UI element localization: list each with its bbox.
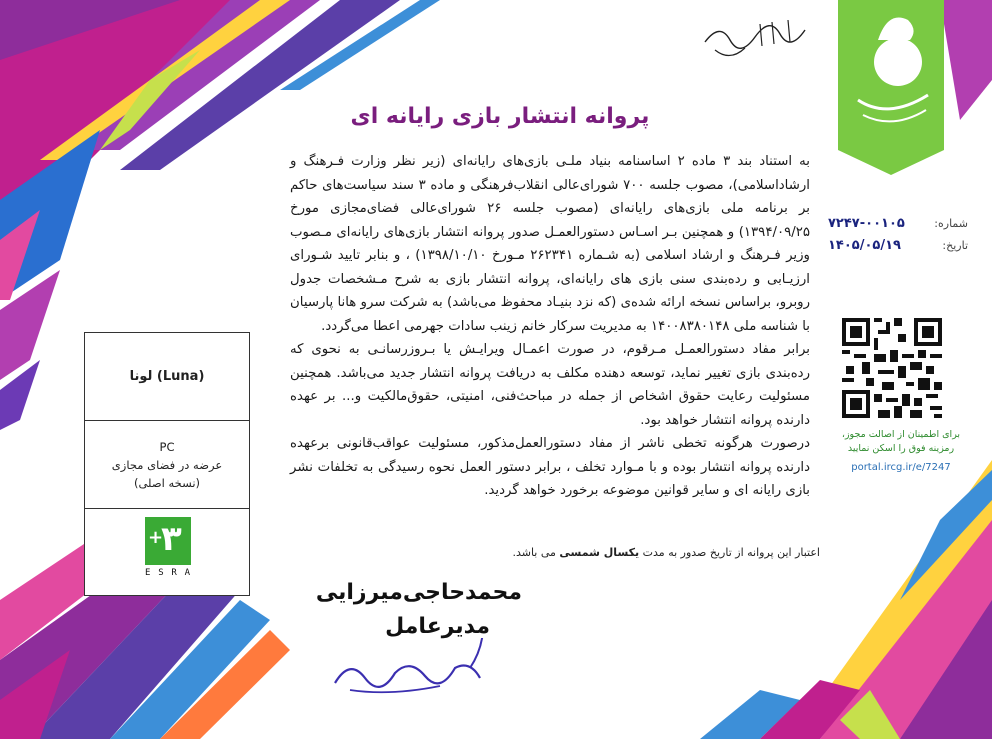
reference-number-row [828, 212, 968, 234]
validity-suffix: می باشد. [512, 546, 556, 559]
foundation-logo [838, 0, 944, 175]
reference-block [828, 212, 968, 256]
handwritten-signature [330, 638, 490, 698]
body-paragraph-3: درصورت هرگونه تخطی ناشر از مفاد دستورالعمل‌مذکور، مسئولیت عواقب‌قانونی برعهده دارنده پروانه انتشار بوده و با مـوارد تخلف ، برابر دستور العمل نحوه رسیدگی به تخلفات نشر بازی رایانه ای و سایر قوانین موضوعه برخورد خواهد گردید. [290, 436, 810, 498]
qr-code[interactable] [842, 318, 942, 418]
basmala-calligraphy [700, 12, 810, 72]
reference-number-value: ۷۲۴۷-۰۰۱۰۵ [828, 215, 905, 231]
reference-date-row [828, 234, 968, 256]
reference-date-label: تاریخ: [942, 238, 968, 252]
game-version: (نسخه اصلی) [133, 475, 201, 490]
body-paragraph-2: برابر مفاد دستورالعمـل مـرقوم، در صورت اعمـال ویرایـش یا بـروزرسانـی به نحوی که رده‌بندی بازی تغییر نماید، توسعه دهنده مکلف به دریافت پروانه انتشار جدید می‌باشد. همچنین مسئولیت رعایت حقوق اشخاص از جمله در مباحث‌فنی، امنیتی، حقوق‌مالکیت و... بر عهده دارنده پروانه انتشار خواهد بود. [290, 342, 810, 428]
esra-letter-r: R [171, 568, 178, 578]
esra-rating-badge [145, 517, 191, 581]
game-name: (Luna) لونا [85, 333, 249, 421]
qr-instruction: برای اطمینان از اصالت مجوز، رمزینه فوق را اسکن نمایید [841, 429, 961, 454]
game-distribution: عرضه در فضای مجازی [111, 457, 223, 472]
body-paragraph-1: به استناد بند ۳ ماده ۲ اساسنامه بنیاد ملـی بازی‌های رایانه‌ای (زیر نظر وزارت فـرهنگ و ارشاداسلامی)، مصوب جلسه ۷۰۰ شورای‌عالی انقلاب‌فرهنگی و ماده ۳ سند سیاست‌های حاکم بر برنامه ملی بازی‌های رایانه‌ای (مصوب جلسه ۲۶ شورای‌عالی فضای‌مجازی مورخ ۱۳۹۴/۰۹/۲۵) و همچنین بـر اسـاس دستورالعمـل صدور پروانه انتشار بازی‌های رایانه‌ای مـصوب وزیر فـرهنگ و ارشاد اسلامی (به شـماره ۲۶۲۳۴۱ مـورخ ۱۳۹۸/۱۰/۱۰) ، و بنابر تایید شـورای ارزیـابی و رده‌بندی سنی بازی های رایانه‌ای، پروانه انتشار بازی به شرح مـشخصات جدول روبرو، براساس نسخه ارائه شده‌ی (که نزد بنیـاد محفوظ می‌باشد) به شرکت سرو هانا پارسیان با شناسه ملی ۱۴۰۰۸۳۸۰۱۴۸ به مدیریت سرکار خانم زینب سادات جهرمی اعطا می‌گردد. [290, 154, 810, 334]
signatory-name: محمدحاجی‌میرزایی [315, 580, 522, 605]
esra-letter-s: S [158, 568, 165, 578]
game-platform-cell [85, 421, 249, 509]
reference-number-label: شماره: [934, 216, 968, 230]
portal-link[interactable]: portal.ircg.ir/e/7247 [851, 462, 951, 473]
rating-number: ۳ [161, 519, 182, 559]
rating-plus-sign: + [148, 527, 164, 548]
validity-prefix: اعتبار این پروانه از تاریخ صدور به مدت [642, 546, 820, 559]
reference-date-value: ۱۴۰۵/۰۵/۱۹ [828, 237, 901, 253]
page-title: پروانه انتشار بازی رایانه ای [350, 104, 650, 129]
esra-letter-e: E [145, 568, 152, 578]
signature-block [300, 568, 530, 698]
validity-duration: یکسال شمسی [559, 546, 640, 559]
license-body [290, 150, 810, 503]
age-rating-cell [85, 509, 249, 595]
signatory-role: مدیرعامل [385, 614, 490, 639]
validity-note [300, 546, 820, 559]
game-platform: PC [159, 439, 175, 454]
esra-letter-a: A [184, 568, 191, 578]
esra-letters [145, 568, 191, 578]
game-info-table [84, 332, 250, 596]
